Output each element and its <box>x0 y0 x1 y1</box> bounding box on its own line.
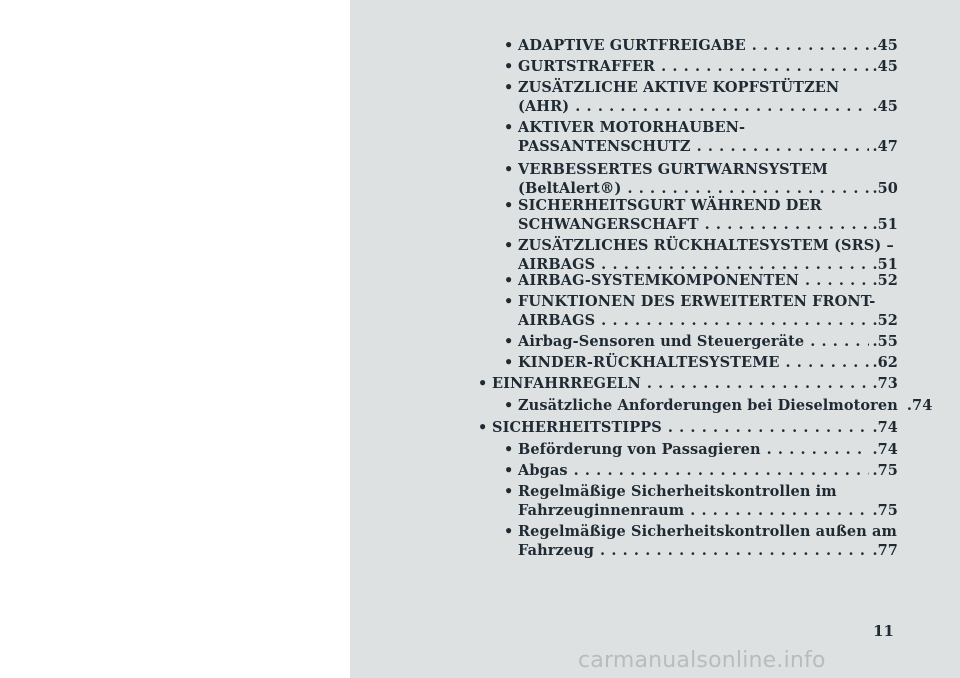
dot-leader <box>690 501 869 520</box>
toc-entry-page: .45 <box>872 58 898 75</box>
toc-entry <box>504 292 898 330</box>
toc-entry <box>504 271 898 290</box>
toc-line <box>518 271 898 290</box>
toc-entry-title: Regelmäßige Sicherheitskontrollen außen am <box>518 523 897 540</box>
toc-line <box>518 501 898 520</box>
bullet-icon: • <box>504 272 514 289</box>
toc-entry-title: Zusätzliche Anforderungen bei Dieselmotoren <box>518 397 898 414</box>
toc-line <box>518 97 898 116</box>
watermark: carmanualsonline.info <box>578 648 826 673</box>
toc-entry <box>504 353 898 372</box>
toc-line <box>518 541 898 560</box>
bullet-icon: • <box>504 523 514 540</box>
toc-entry <box>504 236 898 274</box>
toc-entry <box>504 461 898 480</box>
dot-leader <box>574 461 870 480</box>
toc-entry-title: AKTIVER MOTORHAUBEN- <box>518 119 746 136</box>
toc-line <box>518 215 898 234</box>
bullet-icon: • <box>504 119 514 136</box>
toc-entry-title: ZUSÄTZLICHES RÜCKHALTESYSTEM (SRS) – <box>518 237 894 254</box>
toc-line <box>518 160 898 179</box>
toc-line <box>492 418 898 437</box>
toc-entry <box>504 396 933 415</box>
bullet-icon: • <box>504 161 514 178</box>
dot-leader <box>767 440 870 459</box>
toc-entry-title: GURTSTRAFFER <box>518 58 656 75</box>
toc-entry <box>504 57 898 76</box>
dot-leader <box>575 97 869 116</box>
dot-leader <box>752 36 870 55</box>
toc-line <box>518 196 898 215</box>
dot-leader <box>600 541 869 560</box>
toc-entry-page: .75 <box>872 462 898 479</box>
bullet-icon: • <box>478 419 488 436</box>
toc-entry-page: .52 <box>872 312 898 329</box>
bullet-icon: • <box>504 354 514 371</box>
bullet-icon: • <box>504 37 514 54</box>
toc-entry <box>504 522 898 560</box>
toc-entry <box>478 374 898 393</box>
dot-leader <box>786 353 870 372</box>
toc-entry-title: SICHERHEITSTIPPS <box>492 419 662 436</box>
toc-entry-title: EINFAHRREGELN <box>492 375 641 392</box>
toc-entry-page: .47 <box>872 138 898 155</box>
toc-entry-page: .51 <box>872 216 898 233</box>
toc-entry-title: Fahrzeuginnenraum <box>518 502 685 519</box>
toc-entry-page: .74 <box>872 419 898 436</box>
bullet-icon: • <box>504 483 514 500</box>
toc-entry-page: .51 <box>872 256 898 273</box>
toc-entry-title: PASSANTENSCHUTZ <box>518 138 691 155</box>
toc-entry-title: SICHERHEITSGURT WÄHREND DER <box>518 197 822 214</box>
toc-line <box>518 311 898 330</box>
bullet-icon: • <box>478 375 488 392</box>
dot-leader <box>805 271 870 290</box>
toc-line <box>518 353 898 372</box>
toc-line <box>518 332 898 351</box>
dot-leader <box>668 418 870 437</box>
dot-leader <box>661 57 869 76</box>
toc-entry <box>504 118 898 156</box>
toc-entry <box>504 332 898 351</box>
toc-entry-page: .62 <box>872 354 898 371</box>
toc-entry-title: VERBESSERTES GURTWARNSYSTEM <box>518 161 828 178</box>
toc-entry-page: .77 <box>872 542 898 559</box>
toc-line <box>518 461 898 480</box>
toc-entry-page: .45 <box>872 37 898 54</box>
bullet-icon: • <box>504 333 514 350</box>
page-number: 11 <box>873 622 894 640</box>
toc-line <box>518 482 898 501</box>
toc-entry-title: Abgas <box>518 462 568 479</box>
bullet-icon: • <box>504 293 514 310</box>
bullet-icon: • <box>504 197 514 214</box>
toc-entry-title: FUNKTIONEN DES ERWEITERTEN FRONT- <box>518 293 876 310</box>
toc-line <box>518 522 898 541</box>
toc-line <box>518 236 898 255</box>
bullet-icon: • <box>504 397 514 414</box>
dot-leader <box>810 332 869 351</box>
toc-entry <box>504 160 898 198</box>
toc-entry-title: Fahrzeug <box>518 542 595 559</box>
toc-entry-title: (BeltAlert®) <box>518 180 622 197</box>
toc-entry <box>478 418 898 437</box>
toc-entry-page: .52 <box>872 272 898 289</box>
toc-entry-title: ZUSÄTZLICHE AKTIVE KOPFSTÜTZEN <box>518 79 840 96</box>
toc-entry <box>504 36 898 55</box>
toc-entry <box>504 440 898 459</box>
toc-entry <box>504 196 898 234</box>
toc-entry <box>504 78 898 116</box>
toc-entry-page: .55 <box>872 333 898 350</box>
bullet-icon: • <box>504 237 514 254</box>
toc-line <box>518 118 898 137</box>
toc-entry-title: ADAPTIVE GURTFREIGABE <box>518 37 746 54</box>
toc-entry-title: (AHR) <box>518 98 570 115</box>
toc-entry-title: Regelmäßige Sicherheitskontrollen im <box>518 483 837 500</box>
toc-panel <box>350 0 960 678</box>
toc-entry-page: .45 <box>872 98 898 115</box>
toc-line <box>518 78 898 97</box>
toc-line <box>518 396 933 415</box>
toc-entry-title: AIRBAGS <box>518 312 596 329</box>
toc-entry-page: .73 <box>872 375 898 392</box>
dot-leader <box>705 215 870 234</box>
toc-entry-page: .74 <box>872 441 898 458</box>
bullet-icon: • <box>504 462 514 479</box>
toc-entry-page: .75 <box>872 502 898 519</box>
toc-entry-title: KINDER-RÜCKHALTESYSTEME <box>518 354 780 371</box>
dot-leader <box>647 374 870 393</box>
toc-entry-title: AIRBAGS <box>518 256 596 273</box>
toc-line <box>518 36 898 55</box>
toc-line <box>518 57 898 76</box>
bullet-icon: • <box>504 79 514 96</box>
toc-entry-title: Beförderung von Passagieren <box>518 441 761 458</box>
toc-entry-page: .50 <box>872 180 898 197</box>
bullet-icon: • <box>504 441 514 458</box>
toc-line <box>492 374 898 393</box>
toc-line <box>518 292 898 311</box>
toc-entry-title: AIRBAG-SYSTEMKOMPONENTEN <box>518 272 799 289</box>
toc-entry-title: Airbag-Sensoren und Steuergeräte <box>518 333 805 350</box>
bullet-icon: • <box>504 58 514 75</box>
toc-line <box>518 137 898 156</box>
dot-leader <box>697 137 870 156</box>
dot-leader <box>601 311 869 330</box>
toc-entry-title: SCHWANGERSCHAFT <box>518 216 699 233</box>
toc-line <box>518 440 898 459</box>
toc-entry <box>504 482 898 520</box>
toc-entry-page: .74 <box>906 397 933 414</box>
